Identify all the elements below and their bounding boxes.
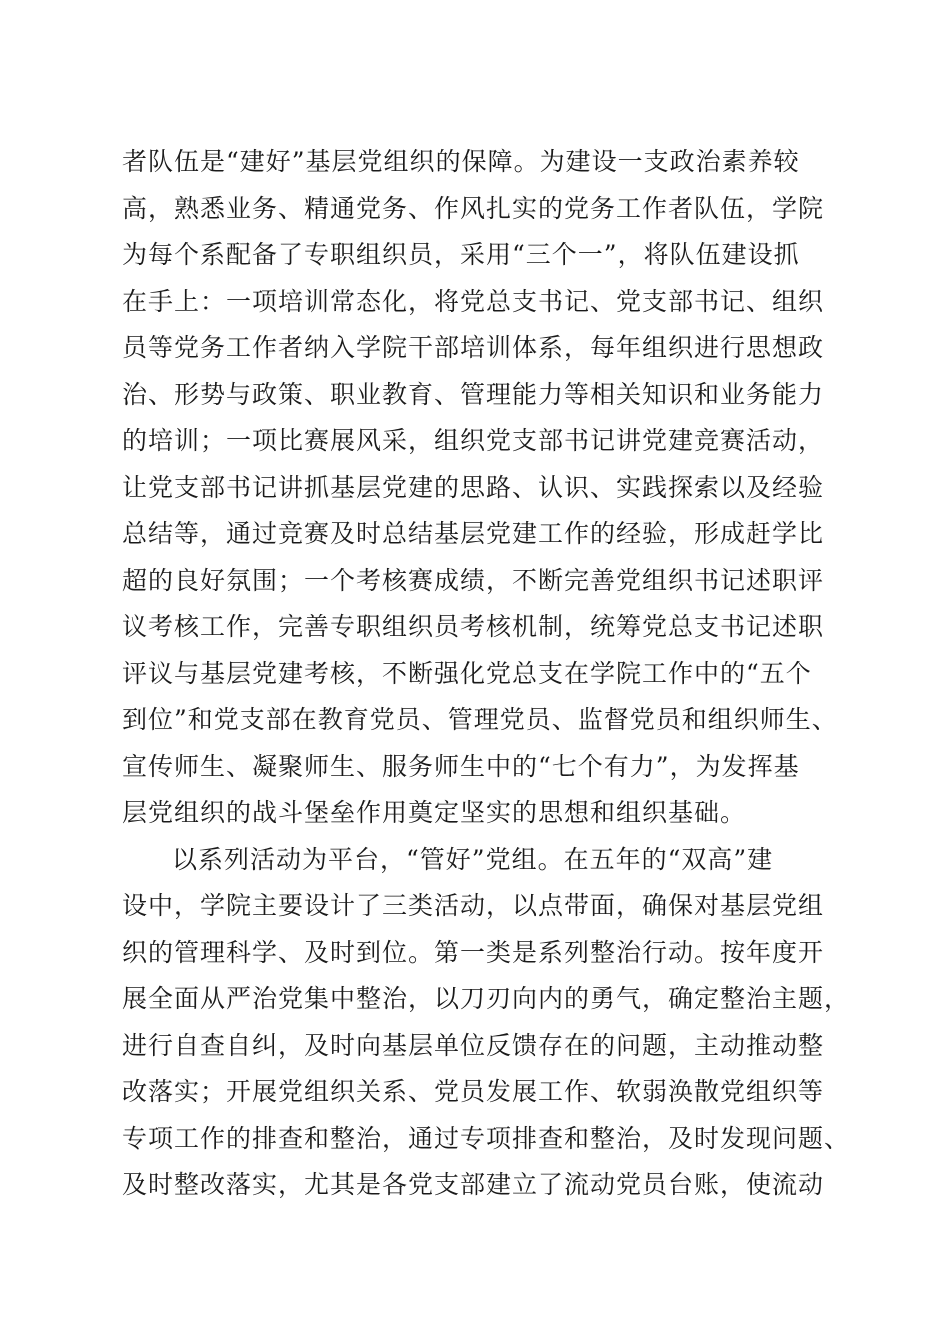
text-line: 者队伍是“建好”基层党组织的保障。为建设一支政治素养较: [122, 147, 800, 176]
text-line: 在手上：一项培训常态化，将党总支书记、党支部书记、组织: [122, 286, 825, 316]
text-line: 改落实；开展党组织关系、党员发展工作、软弱涣散党组织等: [122, 1077, 825, 1106]
text-line: 进行自查自纠，及时向基层单位反馈存在的问题，主动推动整: [122, 1030, 825, 1060]
paragraph-2: [122, 837, 851, 1209]
text-line: 为每个系配备了专职组织员，采用“三个一”，将队伍建设抓: [122, 240, 800, 269]
text-line: 总结等，通过竞赛及时总结基层党建工作的经验，形成赶学比: [122, 519, 825, 548]
text-line: 层党组织的战斗堡垒作用奠定坚实的思想和组织基础。: [122, 798, 747, 827]
text-line: 的培训；一项比赛展风采，组织党支部书记讲党建竞赛活动，: [122, 426, 825, 455]
text-line: 员等党务工作者纳入学院干部培训体系，每年组织进行思想政: [122, 333, 825, 362]
text-line: 专项工作的排查和整治，通过专项排查和整治，及时发现问题、: [122, 1123, 851, 1153]
text-line: 评议与基层党建考核，不断强化党总支在学院工作中的“五个: [122, 658, 812, 688]
body-text: [122, 139, 851, 1209]
text-line: 治、形势与政策、职业教育、管理能力等相关知识和业务能力: [122, 379, 825, 409]
text-line: 高，熟悉业务、精通党务、作风扎实的党务工作者队伍，学院: [122, 193, 825, 223]
text-line: 让党支部书记讲抓基层党建的思路、认识、实践探索以及经验: [122, 472, 825, 502]
text-line: 到位”和党支部在教育党员、管理党员、监督党员和组织师生、: [122, 705, 838, 734]
text-line: 及时整改落实，尤其是各党支部建立了流动党员台账，使流动: [122, 1170, 825, 1199]
text-line: 超的良好氛围；一个考核赛成绩，不断完善党组织书记述职评: [122, 565, 825, 595]
text-line: 议考核工作，完善专职组织员考核机制，统筹党总支书记述职: [122, 612, 825, 641]
paragraph-1: [122, 139, 842, 837]
text-line: 织的管理科学、及时到位。第一类是系列整治行动。按年度开: [122, 937, 825, 967]
text-line: 以系列活动为平台，“管好”党组。在五年的“双高”建: [172, 844, 774, 874]
text-line: 宣传师生、凝聚师生、服务师生中的“七个有力”，为发挥基: [122, 751, 800, 781]
text-line: 展全面从严治党集中整治，以刀刃向内的勇气，确定整治主题，: [122, 984, 851, 1013]
text-line: 设中，学院主要设计了三类活动，以点带面，确保对基层党组: [122, 891, 825, 920]
